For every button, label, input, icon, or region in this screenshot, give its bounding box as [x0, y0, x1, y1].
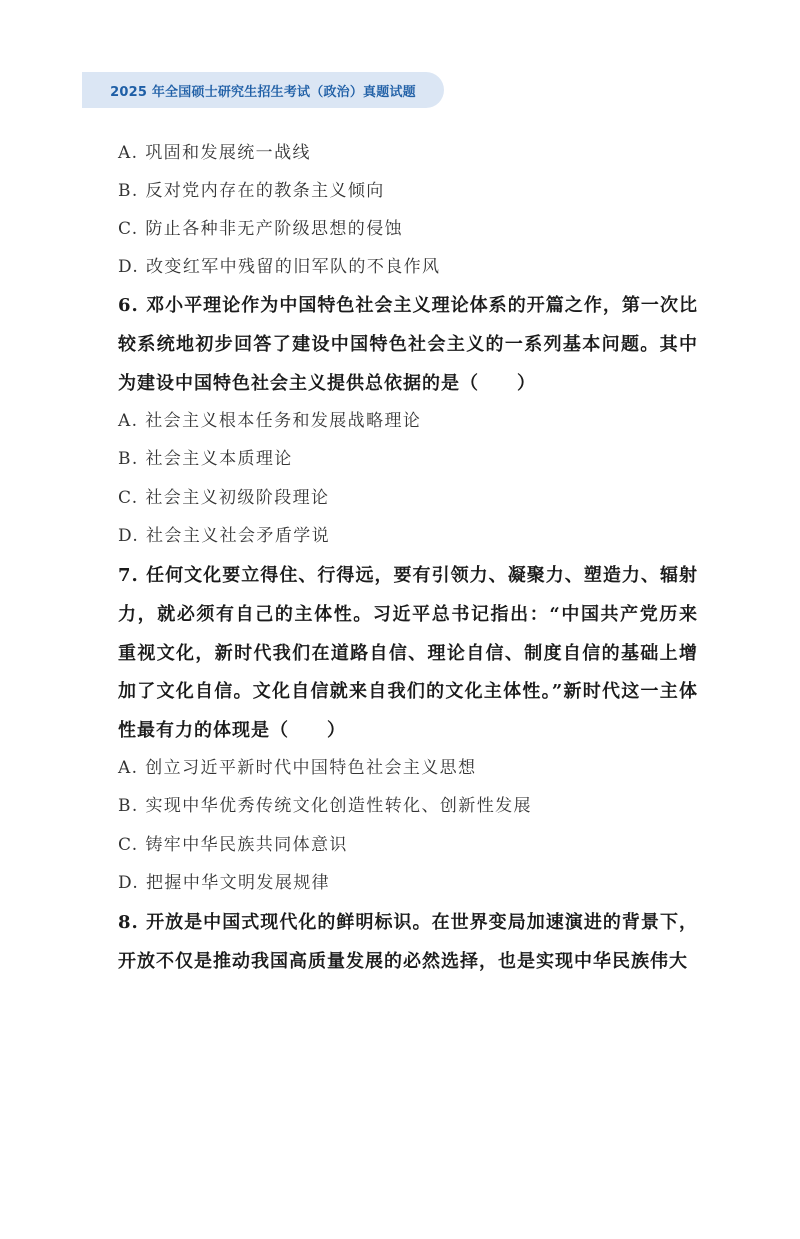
q5-option-d: D. 改变红军中残留的旧军队的不良作风 — [118, 257, 441, 277]
q8-stem: 8. 开放是中国式现代化的鲜明标识。在世界变局加速演进的背景下，开放不仅是推动我国高质量发展的必然选择，也是实现中华民族伟大 — [118, 912, 698, 972]
header-banner — [82, 72, 444, 108]
q6-option-b: B. 社会主义本质理论 — [118, 449, 293, 469]
q5-option-c: C. 防止各种非无产阶级思想的侵蚀 — [118, 219, 404, 239]
q7-stem: 7. 任何文化要立得住、行得远，要有引领力、凝聚力、塑造力、辐射力，就必须有自己的主体性。习近平总书记指出：“中国共产党历来重视文化，新时代我们在道路自信、理论自信、制度自信的基础上增加了文化自信。文化自信就来自我们的文化主体性。”新时代这一主体性最有力的体现是（ ） — [118, 565, 698, 742]
header-title: 2025 年全国硕士研究生招生考试（政治）真题试题 — [110, 84, 416, 100]
q6-option-a: A. 社会主义根本任务和发展战略理论 — [118, 411, 422, 431]
q7-option-b: B. 实现中华优秀传统文化创造性转化、创新性发展 — [118, 796, 532, 816]
q6-stem: 6. 邓小平理论作为中国特色社会主义理论体系的开篇之作，第一次比较系统地初步回答了建设中国特色社会主义的一系列基本问题。其中为建设中国特色社会主义提供总依据的是（ ） — [118, 295, 698, 394]
q7-option-d: D. 把握中华文明发展规律 — [118, 873, 331, 893]
q5-option-b: B. 反对党内存在的教条主义倾向 — [118, 181, 385, 201]
q5-option-a: A. 巩固和发展统一战线 — [118, 143, 311, 163]
q7-option-c: C. 铸牢中华民族共同体意识 — [118, 835, 348, 855]
q6-option-c: C. 社会主义初级阶段理论 — [118, 488, 330, 508]
q6-option-d: D. 社会主义社会矛盾学说 — [118, 526, 331, 546]
q7-option-a: A. 创立习近平新时代中国特色社会主义思想 — [118, 758, 477, 778]
